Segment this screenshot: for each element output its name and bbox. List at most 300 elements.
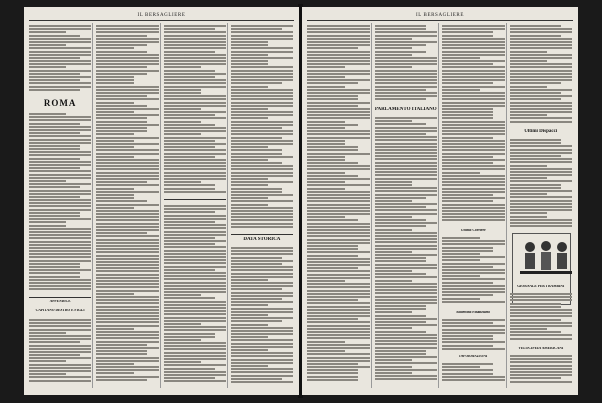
text-line	[96, 248, 158, 250]
text-line	[96, 216, 158, 218]
text-line	[231, 63, 268, 65]
text-line	[96, 341, 158, 343]
text-line	[164, 336, 215, 338]
text-line	[307, 277, 370, 279]
text-line	[231, 114, 293, 116]
text-line	[164, 304, 226, 306]
text-line	[375, 378, 438, 380]
text-line	[307, 165, 370, 167]
text-line	[96, 172, 158, 174]
text-line	[164, 79, 226, 81]
text-line	[231, 216, 293, 218]
text-line	[231, 168, 293, 170]
text-line	[510, 306, 561, 308]
text-line	[510, 152, 573, 154]
text-line	[510, 315, 573, 317]
text-line	[96, 76, 133, 78]
text-line	[442, 172, 480, 174]
text-line	[510, 203, 573, 205]
text-line	[307, 98, 358, 100]
text-line	[442, 253, 480, 255]
text-line	[442, 95, 505, 97]
text-line	[164, 133, 201, 135]
text-line	[29, 266, 80, 268]
text-line	[164, 278, 226, 280]
text-line	[231, 219, 293, 221]
text-line	[96, 184, 158, 186]
text-line	[442, 153, 505, 155]
text-line	[29, 66, 66, 68]
text-line	[510, 76, 573, 78]
text-line	[442, 117, 493, 119]
text-line	[29, 376, 91, 378]
body-text-block	[96, 25, 158, 385]
text-line	[375, 178, 438, 180]
text-line	[442, 146, 505, 148]
text-line	[164, 323, 201, 325]
text-line	[29, 364, 91, 366]
text-line	[231, 133, 293, 135]
text-line	[442, 266, 493, 268]
text-line	[307, 92, 370, 94]
text-line	[375, 238, 438, 240]
text-line	[164, 146, 215, 148]
text-line	[29, 348, 91, 350]
text-line	[164, 234, 226, 236]
text-line	[442, 373, 493, 375]
text-line	[375, 219, 426, 221]
text-line	[307, 350, 345, 352]
text-line	[96, 102, 133, 104]
text-line	[231, 82, 282, 84]
text-line	[307, 105, 358, 107]
text-line	[510, 63, 573, 65]
text-line	[164, 317, 226, 319]
text-line	[96, 286, 158, 288]
text-line	[307, 219, 358, 221]
body-text-block	[231, 25, 293, 230]
text-line	[442, 250, 493, 252]
text-line	[164, 124, 215, 126]
text-line	[231, 269, 293, 271]
text-line	[29, 123, 80, 125]
text-line	[29, 279, 91, 281]
text-line	[442, 194, 493, 196]
text-line	[231, 181, 293, 183]
text-line	[231, 121, 293, 123]
text-line	[96, 98, 158, 100]
text-line	[307, 251, 370, 253]
text-line	[510, 111, 573, 113]
text-line	[307, 102, 370, 104]
appendice-label: APPENDICE	[49, 300, 71, 303]
text-line	[307, 357, 370, 359]
text-line	[164, 108, 201, 110]
text-line	[307, 229, 370, 231]
text-line	[375, 340, 438, 342]
body-text-block	[375, 117, 438, 385]
text-line	[307, 73, 370, 75]
text-line	[375, 296, 438, 298]
text-line	[510, 142, 561, 144]
text-line	[510, 338, 573, 340]
text-line	[29, 253, 91, 255]
body-text-block	[510, 355, 573, 385]
text-line	[231, 172, 293, 174]
body-text-block	[510, 293, 573, 343]
text-line	[375, 28, 426, 30]
text-line	[164, 76, 215, 78]
text-line	[510, 73, 573, 75]
text-line	[375, 321, 426, 323]
text-line	[96, 321, 158, 323]
text-line	[375, 98, 426, 100]
text-line	[29, 199, 91, 201]
text-line	[164, 105, 226, 107]
text-line	[96, 79, 133, 81]
body-text-block	[29, 319, 91, 385]
text-line	[164, 221, 215, 223]
text-line	[29, 212, 80, 214]
text-line	[510, 222, 573, 224]
text-line	[442, 105, 505, 107]
text-line	[164, 256, 226, 258]
text-line	[307, 153, 370, 155]
text-line	[164, 371, 226, 373]
text-line	[29, 135, 91, 137]
text-line	[96, 242, 158, 244]
text-line	[375, 171, 438, 173]
text-line	[231, 324, 268, 326]
text-line	[442, 149, 505, 151]
text-line	[442, 114, 493, 116]
text-line	[96, 280, 158, 282]
text-line	[164, 165, 226, 167]
text-line	[231, 28, 282, 30]
text-line	[375, 289, 438, 291]
text-line	[442, 98, 505, 100]
text-line	[164, 156, 215, 158]
text-line	[307, 341, 345, 343]
text-line	[375, 359, 413, 361]
text-line	[307, 121, 345, 123]
text-line	[29, 139, 91, 141]
section-heading-bollettino: Bollettino Finanziario	[456, 311, 491, 314]
text-line	[231, 31, 293, 33]
text-line	[96, 130, 147, 132]
text-line	[164, 35, 226, 37]
text-line	[442, 219, 505, 221]
text-line	[164, 240, 226, 242]
text-line	[510, 209, 573, 211]
body-text-block	[442, 237, 505, 307]
text-line	[375, 120, 413, 122]
text-line	[442, 162, 493, 164]
text-line	[164, 297, 215, 299]
text-line	[307, 353, 370, 355]
text-line	[96, 146, 133, 148]
text-line	[29, 28, 91, 30]
text-line	[29, 332, 66, 334]
text-line	[164, 355, 226, 357]
text-line	[442, 256, 505, 258]
text-line	[164, 63, 226, 65]
text-line	[96, 325, 158, 327]
text-line	[164, 320, 226, 322]
text-line	[29, 60, 91, 62]
text-line	[29, 142, 91, 144]
text-line	[442, 272, 505, 274]
text-line	[442, 278, 505, 280]
text-line	[510, 206, 573, 208]
text-line	[307, 309, 370, 311]
text-line	[96, 25, 158, 27]
left-column-3	[164, 23, 228, 388]
text-line	[96, 299, 158, 301]
text-line	[231, 247, 293, 249]
text-line	[96, 149, 158, 151]
text-line	[442, 165, 505, 167]
text-line	[307, 207, 370, 209]
text-line	[164, 301, 226, 303]
section-heading-ultimo-corriere: Ultimo Corriere	[460, 229, 486, 232]
left-column-1	[29, 23, 93, 388]
text-line	[96, 57, 158, 59]
text-line	[96, 204, 158, 206]
text-line	[231, 137, 282, 139]
text-line	[164, 92, 201, 94]
text-line	[307, 363, 358, 365]
body-text-block	[29, 113, 91, 293]
text-line	[510, 331, 561, 333]
text-line	[231, 184, 268, 186]
text-line	[96, 127, 147, 129]
text-line	[29, 148, 80, 150]
text-line	[29, 54, 91, 56]
text-line	[307, 226, 370, 228]
text-line	[164, 329, 226, 331]
text-line	[442, 82, 493, 84]
text-line	[510, 371, 573, 373]
text-line	[29, 57, 80, 59]
text-line	[375, 308, 426, 310]
text-line	[442, 237, 480, 239]
text-line	[231, 117, 268, 119]
text-line	[375, 299, 438, 301]
text-line	[164, 178, 226, 180]
text-line	[164, 89, 201, 91]
text-line	[510, 355, 573, 357]
text-line	[96, 360, 158, 362]
text-line	[96, 331, 158, 333]
text-line	[375, 334, 438, 336]
text-line	[510, 86, 548, 88]
text-line	[231, 295, 293, 297]
text-line	[375, 60, 438, 62]
text-line	[375, 280, 413, 282]
text-line	[164, 345, 226, 347]
text-line	[29, 357, 91, 359]
text-line	[164, 73, 226, 75]
text-line	[307, 89, 370, 91]
text-line	[29, 250, 91, 252]
text-line	[231, 162, 282, 164]
text-line	[164, 172, 226, 174]
body-text-block	[442, 319, 505, 351]
text-line	[442, 243, 505, 245]
text-line	[442, 73, 505, 75]
text-line	[231, 223, 293, 225]
text-line	[29, 285, 91, 287]
text-line	[375, 324, 438, 326]
text-line	[164, 66, 201, 68]
text-line	[307, 130, 370, 132]
text-line	[375, 337, 438, 339]
text-line	[510, 328, 548, 330]
text-line	[510, 139, 561, 141]
text-line	[307, 296, 370, 298]
text-line	[96, 232, 147, 234]
text-line	[96, 194, 133, 196]
text-line	[510, 303, 561, 305]
text-line	[29, 380, 91, 382]
text-line	[307, 334, 370, 336]
text-line	[442, 338, 493, 340]
text-line	[307, 232, 370, 234]
text-line	[29, 322, 91, 324]
text-line	[96, 302, 158, 304]
text-line	[307, 194, 370, 196]
text-line	[96, 379, 147, 381]
text-line	[375, 353, 426, 355]
text-line	[96, 353, 147, 355]
text-line	[164, 291, 226, 293]
text-line	[96, 207, 133, 209]
text-line	[510, 114, 548, 116]
text-line	[164, 70, 215, 72]
text-line	[510, 105, 573, 107]
text-line	[231, 282, 293, 284]
text-line	[231, 95, 293, 97]
text-line	[442, 140, 505, 142]
text-line	[96, 114, 158, 116]
text-line	[375, 362, 438, 364]
text-line	[231, 60, 268, 62]
text-line	[375, 241, 438, 243]
text-line	[29, 119, 91, 121]
text-line	[96, 168, 158, 170]
text-line	[307, 146, 358, 148]
text-line	[96, 255, 158, 257]
text-line	[96, 66, 147, 68]
right-column-3	[442, 23, 507, 388]
text-line	[231, 188, 282, 190]
text-line	[375, 209, 438, 211]
text-line	[164, 266, 226, 268]
text-line	[307, 133, 370, 135]
text-line	[96, 357, 158, 359]
text-line	[375, 79, 438, 81]
text-line	[375, 63, 438, 65]
text-line	[231, 339, 293, 341]
text-line	[231, 191, 282, 193]
text-line	[231, 308, 293, 310]
text-line	[442, 51, 505, 53]
text-line	[307, 197, 370, 199]
text-line	[29, 205, 91, 207]
text-line	[375, 369, 438, 371]
text-line	[164, 253, 226, 255]
text-line	[375, 254, 438, 256]
text-line	[510, 358, 573, 360]
text-line	[375, 181, 413, 183]
running-head-left: IL BERSAGLIERE	[137, 13, 186, 18]
text-line	[307, 258, 370, 260]
text-line	[96, 235, 158, 237]
text-line	[231, 44, 268, 46]
text-line	[164, 121, 201, 123]
text-line	[231, 159, 268, 161]
text-line	[231, 346, 293, 348]
text-line	[29, 260, 91, 262]
text-line	[375, 25, 426, 27]
text-line	[231, 35, 293, 37]
text-line	[307, 57, 370, 59]
text-line	[510, 374, 573, 376]
text-line	[231, 111, 293, 113]
text-line	[307, 299, 358, 301]
text-line	[96, 133, 133, 135]
text-line	[442, 291, 505, 293]
text-line	[164, 41, 226, 43]
text-line	[375, 57, 438, 59]
text-line	[307, 159, 345, 161]
text-line	[164, 282, 226, 284]
text-line	[375, 184, 413, 186]
text-line	[231, 276, 293, 278]
text-line	[231, 285, 293, 287]
text-line	[96, 156, 133, 158]
text-line	[164, 227, 226, 229]
text-line	[307, 70, 370, 72]
text-line	[96, 347, 158, 349]
header-rule	[29, 20, 294, 21]
text-line	[375, 92, 438, 94]
text-line	[231, 207, 293, 209]
text-line	[96, 312, 158, 314]
text-line	[96, 369, 158, 371]
text-line	[307, 344, 370, 346]
text-line	[164, 352, 226, 354]
text-line	[231, 327, 293, 329]
text-line	[510, 368, 573, 370]
text-line	[510, 190, 573, 192]
text-line	[375, 146, 438, 148]
text-line	[510, 149, 573, 151]
text-line	[510, 51, 548, 53]
text-line	[164, 191, 226, 193]
text-line	[442, 181, 505, 183]
text-line	[96, 245, 158, 247]
text-line	[442, 341, 505, 343]
left-column-2	[96, 23, 160, 388]
text-line	[510, 155, 561, 157]
text-line	[231, 368, 293, 370]
text-line	[29, 234, 91, 236]
text-line	[231, 257, 282, 259]
text-line	[231, 279, 268, 281]
text-line	[96, 175, 158, 177]
